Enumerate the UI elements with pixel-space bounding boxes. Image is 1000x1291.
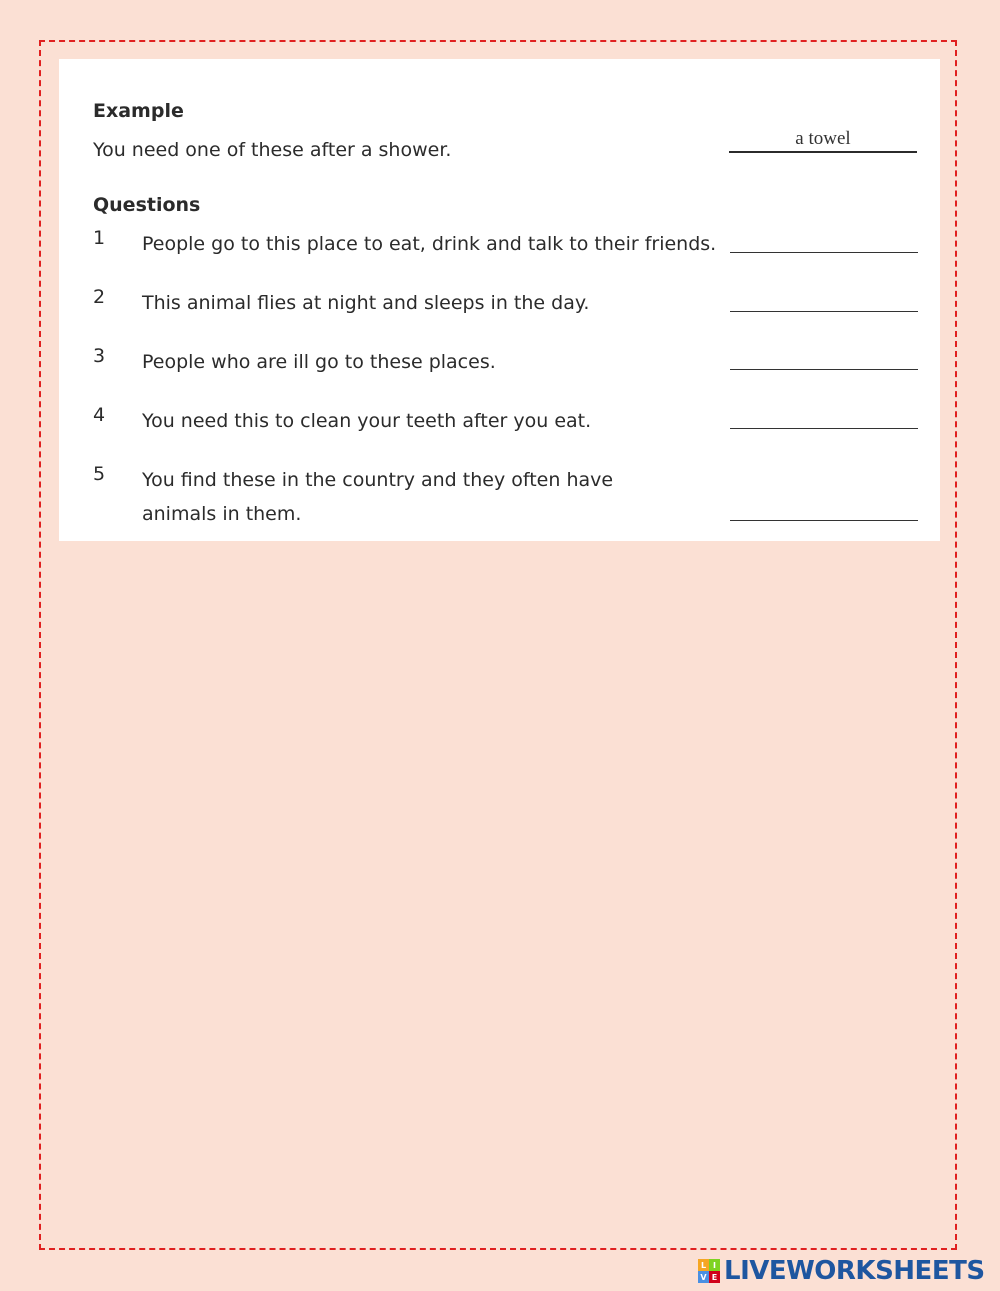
question-number: 4 [93, 404, 106, 426]
question-number: 2 [93, 286, 106, 308]
liveworksheets-logo[interactable] [698, 1256, 985, 1286]
question-number: 5 [93, 463, 106, 485]
answer-input-2[interactable] [730, 311, 918, 312]
question-number: 1 [93, 227, 106, 249]
example-answer: a towel [729, 127, 917, 153]
question-text: You find these in the country and they often have animals in them. [142, 469, 614, 525]
question-text: People go to this place to eat, drink and talk to their friends. [142, 233, 717, 255]
logo-icon: L I V E [698, 1259, 720, 1283]
question-text: You need this to clean your teeth after you eat. [142, 410, 592, 432]
answer-input-5[interactable] [730, 520, 918, 521]
question-text: People who are ill go to these places. [142, 351, 496, 373]
question-number: 3 [93, 345, 106, 367]
example-text: You need one of these after a shower. [93, 139, 452, 161]
worksheet-card [59, 59, 940, 541]
answer-input-3[interactable] [730, 369, 918, 370]
brand-name: LIVEWORKSHEETS [724, 1256, 985, 1286]
questions-heading: Questions [93, 194, 201, 216]
answer-input-4[interactable] [730, 428, 918, 429]
answer-input-1[interactable] [730, 252, 918, 253]
example-heading: Example [93, 100, 184, 122]
question-text: This animal flies at night and sleeps in the day. [142, 292, 590, 314]
